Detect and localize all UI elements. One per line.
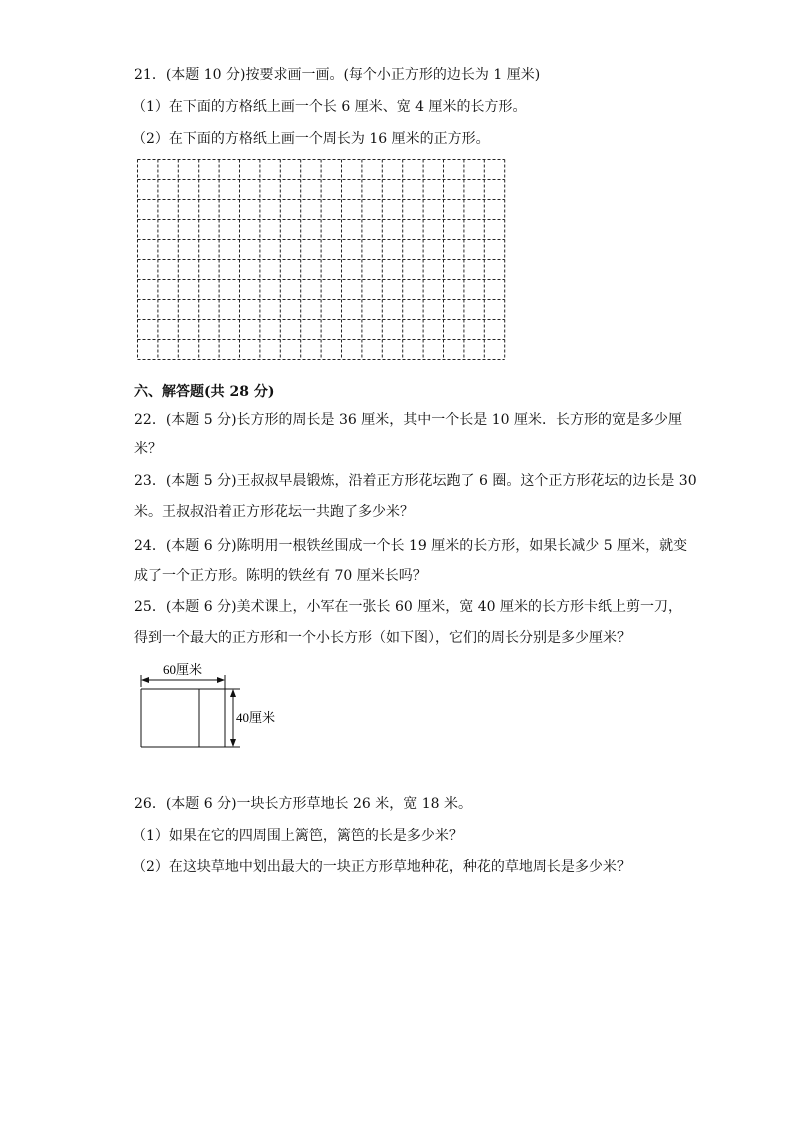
q22-line1: 22．(本题 5 分)长方形的周长是 36 厘米，其中一个长是 10 厘米．长方形的宽是多少厘 <box>134 412 682 428</box>
q24-line1: 24．(本题 6 分)陈明用一根铁丝围成一个长 19 厘米的长方形，如果长减少 5 厘米，就变 <box>134 538 688 554</box>
q23-line2: 米。王叔叔沿着正方形花坛一共跑了多少米？ <box>134 504 414 520</box>
height-label: 40厘米 <box>236 710 276 725</box>
q26-part1: （1）如果在它的四周围上篱笆，篱笆的长是多少米？ <box>132 828 463 844</box>
q21-part2: （2）在下面的方格纸上画一个周长为 16 厘米的正方形。 <box>132 131 490 147</box>
q22-line2: 米？ <box>134 441 162 457</box>
q21-title: 21．(本题 10 分)按要求画一画。(每个小正方形的边长为 1 厘米) <box>134 67 541 83</box>
q25-line1: 25．(本题 6 分)美术课上，小军在一张长 60 厘米，宽 40 厘米的长方形卡纸上剪一刀， <box>134 599 682 615</box>
q26-part2: （2）在这块草地中划出最大的一块正方形草地种花，种花的草地周长是多少米？ <box>132 859 631 875</box>
q24-line2: 成了一个正方形。陈明的铁丝有 70 厘米长吗？ <box>134 568 427 584</box>
section-heading: 六、解答题(共 28 分) <box>134 384 275 400</box>
q21-part1: （1）在下面的方格纸上画一个长 6 厘米、宽 4 厘米的长方形。 <box>132 99 527 115</box>
rectangle-figure <box>130 655 300 755</box>
width-label: 60厘米 <box>163 662 203 677</box>
q25-line2: 得到一个最大的正方形和一个小长方形（如下图），它们的周长分别是多少厘米？ <box>134 630 631 646</box>
q23-line1: 23．(本题 5 分)王叔叔早晨锻炼，沿着正方形花坛跑了 6 圈。这个正方形花坛的边长是 30 <box>134 473 697 489</box>
square-grid-paper <box>136 158 506 361</box>
q26-title: 26．(本题 6 分)一块长方形草地长 26 米，宽 18 米。 <box>134 796 472 812</box>
